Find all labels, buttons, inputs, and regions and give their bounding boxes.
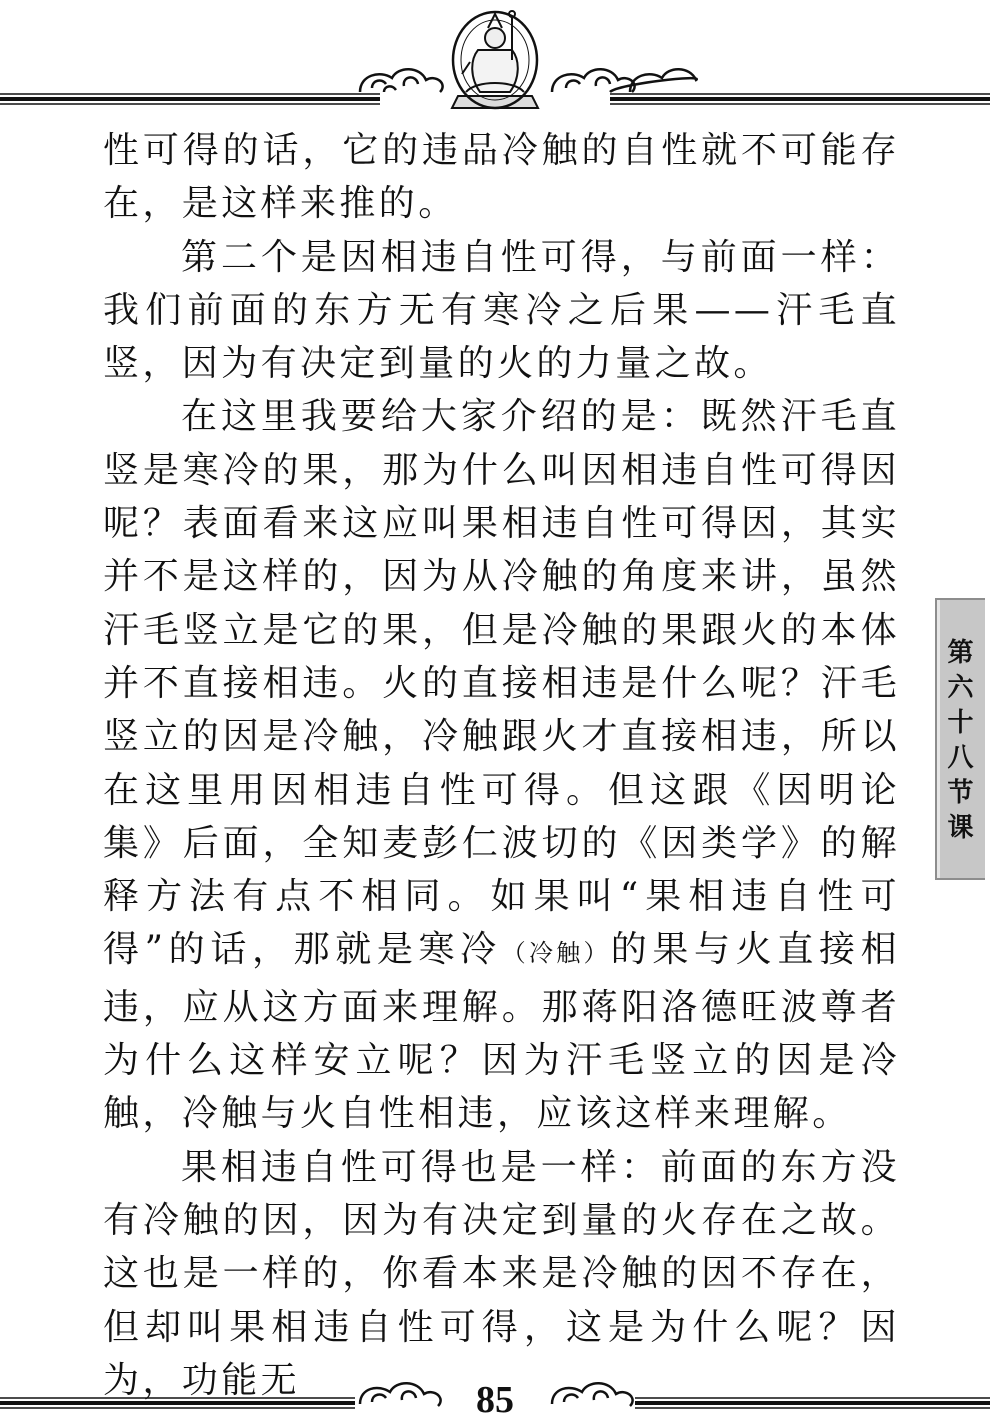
paragraph-3 bbox=[103, 390, 900, 1140]
cloud-scroll-left-icon bbox=[360, 69, 443, 92]
cloud-scroll-right-icon bbox=[552, 69, 697, 92]
parenthetical-note: （冷触） bbox=[501, 939, 611, 968]
paragraph-4: 果相违自性可得也是一样：前面的东方没有冷触的因，因为有决定到量的火存在之故。这也是一样的，你看本来是冷触的因不存在，但却叫果相违自性可得，这是为什么呢？因为，功能无 bbox=[103, 1146, 900, 1401]
header-ornament bbox=[0, 0, 990, 115]
paragraph-3-continued: 的果与火直接相违，应从这方面来理解。那蒋阳洛德旺波尊者为什么这样安立呢？因为汗毛竖立的因是冷触，冷触与火自性相违，应该这样来理解。 bbox=[103, 929, 901, 1135]
seated-deity-figure-icon bbox=[452, 11, 538, 108]
chapter-side-tab bbox=[935, 598, 985, 880]
paragraph-2: 第二个是因相违自性可得，与前面一样：我们前面的东方无有寒冷之后果——汗毛直竖，因为有决定到量的火的力量之故。 bbox=[103, 236, 900, 385]
paragraph-1: 性可得的话，它的违品冷触的自性就不可能存在，是这样来推的。 bbox=[103, 130, 900, 225]
chapter-tab-label: 第六十八节课 bbox=[943, 638, 973, 848]
page-number: 85 bbox=[476, 1379, 514, 1421]
body-text bbox=[103, 124, 900, 1407]
paragraph-3-text: 在这里我要给大家介绍的是：既然汗毛直竖是寒冷的果，那为什么叫因相违自性可得因呢？表面看来这应叫果相违自性可得因，其实并不是这样的，因为从冷触的角度来讲，虽然汗毛竖立是它的果，但是冷触的果跟火的本体并不直接相违。火的直接相违是什么呢？汗毛竖立的因是冷触，冷触跟火才直接相违，所以在这里用因相违自性可得。但这跟《因明论集》后面，全知麦彭仁波切的《因类学》的解释方法有点不相同。如果叫“果相违自性可得”的话，那就是寒冷 bbox=[103, 396, 900, 971]
